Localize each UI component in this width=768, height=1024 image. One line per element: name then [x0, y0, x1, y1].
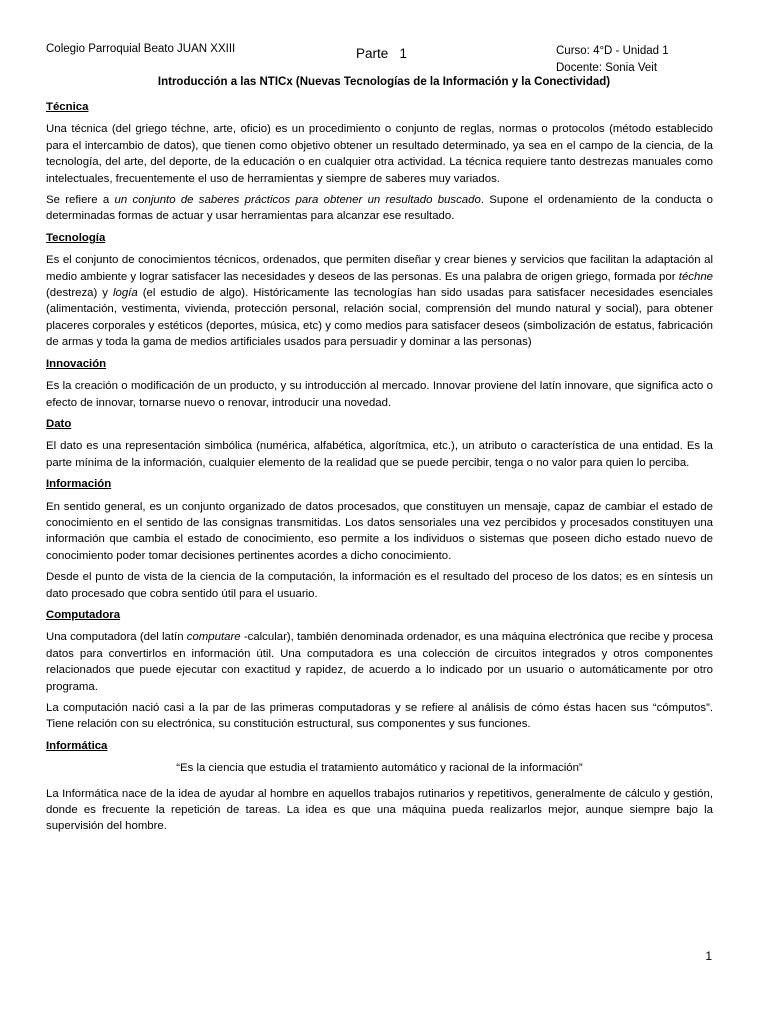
teacher-label: Docente: Sonia Veit: [556, 62, 658, 74]
text-run: Es el conjunto de conocimientos técnicos, ordenados, que permiten diseñar y crear bienes y servicios que facilitan la adaptación al medio ambiente y lograr satisfacer las necesidades y deseos de las personas. Es una palabra de origen griego, formada por: [46, 254, 713, 283]
document-body: [46, 99, 713, 840]
paragraph: Una técnica (del griego téchne, arte, oficio) es un procedimiento o conjunto de reglas, normas o protocolos (método establecido para el intercambio de datos), que tienen como objetivo obtener un resultado determinado, ya sea en el campo de la ciencia, de la tecnología, del arte, del deporte, de la educación o en cualquier otra actividad. La técnica requiere tanto destrezas manuales como intelectuales, frecuentemente el uso de herramientas y siempre de saberes muy variados.: [46, 123, 713, 185]
section-computadora: [46, 607, 713, 733]
text-run: Una computadora (del latín: [46, 631, 187, 644]
paragraph: La computación nació casi a la par de las primeras computadoras y se refiere al análisis de cómo éstas hacen sus “cómputos”. Tiene relación con su electrónica, su constitución estructural, sus componentes y sus funciones.: [46, 702, 713, 731]
section-heading: Dato: [46, 417, 72, 430]
emphasis-text: un conjunto de saberes prácticos para obtener un resultado buscado: [114, 194, 481, 207]
section-informatica: [46, 738, 713, 835]
section-heading: Innovación: [46, 357, 107, 370]
text-run: (el estudio de algo). Históricamente las tecnologías han sido usadas para satisfacer necesidades esenciales (alimentación, vestimenta, vivienda, protección personal, relación social, comprensión del mundo natural y social), para obtener placeres corporales y estéticos (deportes, música, etc) y como medios para satisfacer deseos (simbolización de estatus, fabricación de armas y toda la gama de medios artificiales usados para persuadir y dominar a las personas): [46, 287, 713, 349]
text-run: -calcular), también denominada ordenador, es una máquina electrónica que recibe y procesa datos para convertirlos en información útil. Una computadora es una colección de circuitos integrados y otros componentes relacionados que puede ejecutar con exactitud y rapidez, de acuerdo a lo indicado por un usuario o automáticamente por otro programa.: [46, 631, 713, 693]
paragraph: [46, 192, 713, 225]
text-run: Se refiere a: [46, 194, 115, 207]
section-informacion: [46, 476, 713, 602]
section-dato: [46, 416, 713, 471]
text-run: (destreza) y: [46, 287, 113, 300]
paragraph: Es la creación o modificación de un producto, y su introducción al mercado. Innovar proviene del latín innovare, que significa acto o efecto de innovar, tornarse nuevo o renovar, introducir una novedad.: [46, 380, 713, 409]
emphasis-text: logía: [112, 287, 138, 300]
course-info: [556, 43, 669, 77]
paragraph: En sentido general, es un conjunto organizado de datos procesados, que constituyen un mensaje, capaz de cambiar el estado de conocimiento en el sentido de las consignas transmitidas. Los datos sensoriales una vez percibidos y procesados constituyen una información que cambia el estado de conocimiento, eso permite a los individuos o sistemas que poseen dicho estado nuevo de conocimiento poder tomar decisiones pertinentes acordes a dicho conocimiento.: [46, 500, 713, 562]
section-tecnica: [46, 99, 713, 225]
paragraph: [46, 629, 713, 695]
paragraph: El dato es una representación simbólica (numérica, alfabética, algorítmica, etc.), un atributo o característica de una entidad. Es la parte mínima de la información, cualquier elemento de la realidad que se puede percibir, tenga o no valor para quien lo perciba.: [46, 440, 713, 469]
emphasis-text: computare: [186, 631, 241, 644]
definition-quote: “Es la ciencia que estudia el tratamiento automático y racional de la información”: [176, 762, 583, 775]
course-label: Curso: 4°D - Unidad 1: [556, 45, 669, 57]
section-heading: Técnica: [46, 101, 89, 113]
section-heading: Información: [46, 478, 112, 491]
section-heading: Tecnología: [46, 231, 106, 244]
paragraph: [46, 252, 713, 350]
text-run: . Supone el ordenamiento de la conducta o determinadas formas de actuar y usar herramientas para alcanzar ese resultado.: [46, 194, 713, 223]
section-innovacion: [46, 356, 713, 411]
page-number: 1: [705, 949, 712, 963]
section-tecnologia: [46, 230, 713, 351]
page-title: Introducción a las NTICx (Nuevas Tecnologías de la Información y la Conectividad): [157, 76, 611, 88]
school-name: Colegio Parroquial Beato JUAN XXIII: [46, 43, 236, 55]
section-heading: Informática: [46, 739, 108, 752]
paragraph: La Informática nace de la idea de ayudar al hombre en aquellos trabajos rutinarios y repetitivos, generalmente de cálculo y gestión, donde es frecuente la repetición de tareas. La idea es que una máquina pueda realizarlos mejor, aunque siempre bajo la supervisión del hombre.: [46, 787, 713, 833]
part-label: Parte 1: [356, 46, 408, 61]
emphasis-text: téchne: [678, 270, 713, 283]
section-heading: Computadora: [46, 608, 121, 621]
paragraph: Desde el punto de vista de la ciencia de la computación, la información es el resultado del proceso de los datos; es en síntesis un dato procesado que cobra sentido útil para el usuario.: [46, 571, 713, 600]
